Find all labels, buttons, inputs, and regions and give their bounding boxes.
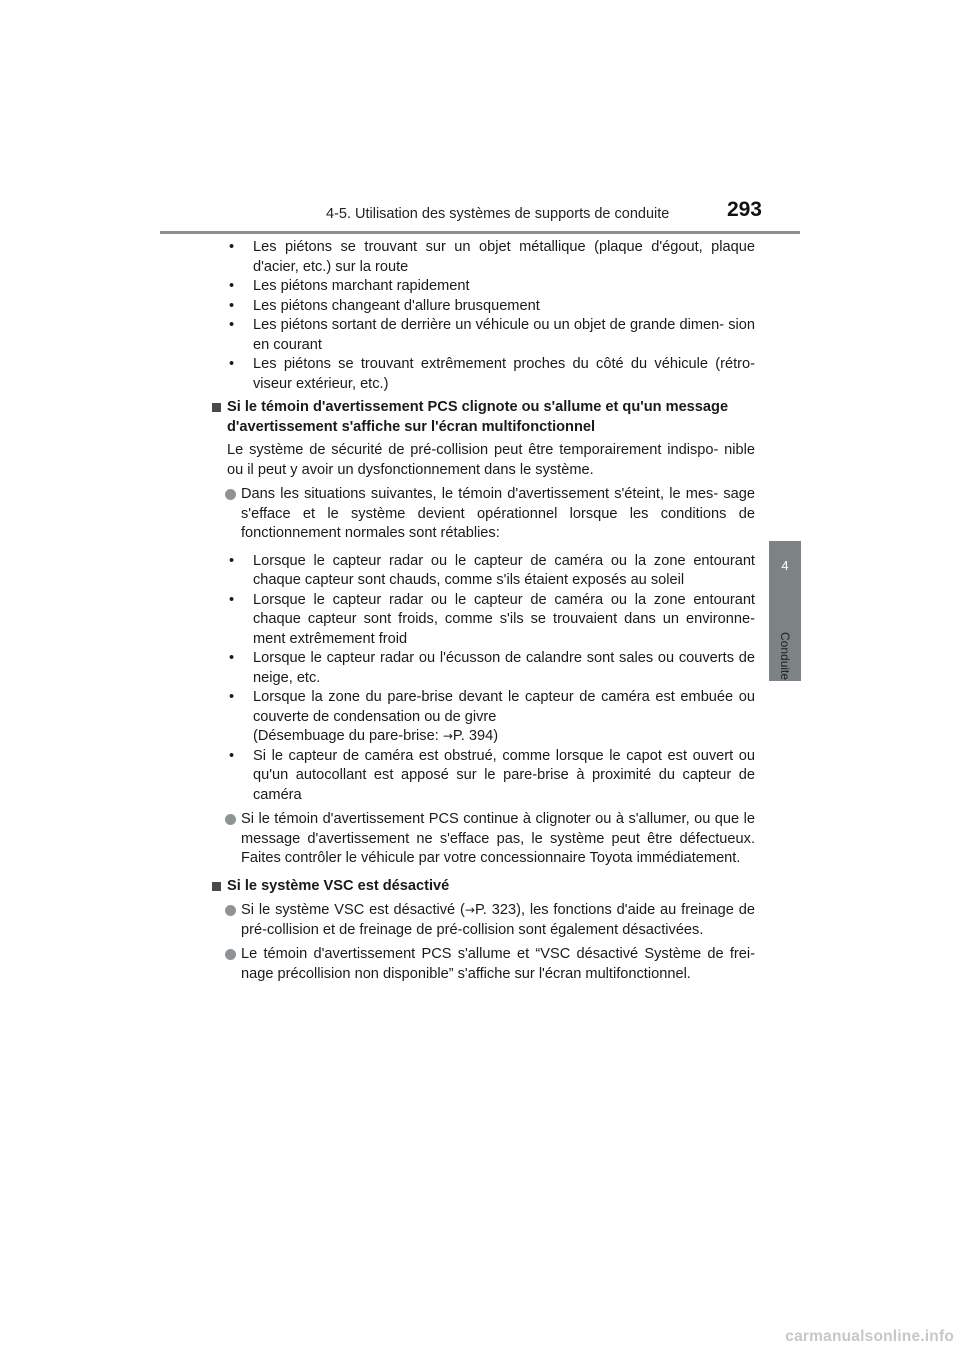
list-item [210,297,755,317]
section-heading-text: Si le témoin d'avertissement PCS clignote ou s'allume et qu'un message d'avertissement s'affiche sur l'écran multifonctionnel [227,399,729,435]
header-rule [160,231,800,234]
chapter-number: 4 [781,558,789,573]
list-item [210,277,755,297]
circle-point-text: Si le témoin d'avertissement PCS continue à clignoter ou à s'allumer, ou que le message d'avertissement ne s'efface pas, le système peut être défectueux. Faites contrôler le véhicule par votre concessionnaire Toyota immédiatement. [241,811,755,866]
list-item-text: Les piétons sortant de derrière un véhicule ou un objet de grande dimen- sion en courant [253,317,755,353]
arrow-right-icon: → [442,729,453,743]
bullet-icon: • [229,747,235,764]
list-item-text: Lorsque le capteur radar ou l'écusson de calandre sont sales ou couverts de neige, etc. [253,650,755,686]
bullet-icon: • [229,591,235,608]
bullet-icon: • [229,552,235,569]
page-content [210,238,755,984]
circle-point [210,901,755,940]
section-intro: Le système de sécurité de pré-collision peut être temporairement indispo- nible ou il peut y avoir un dysfonctionnement dans le système. [227,442,755,478]
list-item [210,552,755,591]
circle-bullet-icon [225,489,236,500]
chapter-label: Conduite [778,632,792,681]
list-item [210,591,755,650]
section-header-title: 4-5. Utilisation des systèmes de supports de conduite [326,206,670,222]
bullet-icon: • [229,317,235,333]
list-item-text: Les piétons changeant d'allure brusquement [253,297,540,314]
watermark: carmanualsonline.info [785,1328,954,1345]
page-number: 293 [726,198,762,221]
circle-point-text: Le témoin d'avertissement PCS s'allume et “VSC désactivé Système de frei- nage précollision non disponible” s'affiche sur l'écran multifonctionnel. [241,946,755,982]
bullet-icon: • [229,239,235,255]
square-bullet-icon [212,403,221,412]
list-item-text: Les piétons se trouvant sur un objet métallique (plaque d'égout, plaque d'acier, etc.) sur la route [253,239,755,275]
list-item-text: Les piétons marchant rapidement [253,278,470,294]
bullet-icon: • [229,689,235,705]
section-heading-pcs-warning [210,398,755,437]
circle-point [210,485,755,544]
reference-prefix: (Désembuage du pare-brise: [253,728,443,744]
list-item [210,355,755,394]
list-item [210,238,755,277]
list-item-text: Les piétons se trouvant extrêmement proches du côté du véhicule (rétro- viseur extérieur, etc.) [253,356,755,392]
circle-point-text: Dans les situations suivantes, le témoin d'avertissement s'éteint, le mes- sage s'efface et le système devient opérationnel lorsque les conditions de fonctionnement normales sont rétablies: [241,486,755,541]
list-item-text: Si le capteur de caméra est obstrué, comme lorsque le capot est ouvert ou qu'un autocollant est apposé sur le pare-brise à proximité du capteur de caméra [253,747,755,803]
circle-point [210,945,755,984]
circle-bullet-icon [225,905,236,916]
section-heading-vsc [210,877,755,897]
bullet-icon: • [229,297,235,314]
circle-point-text: ), les fonctions d'aide au freinage de pré-collision et de freinage de pré-collision sont également désactivées. [241,902,755,938]
list-item [210,688,755,747]
list-item-text: Lorsque la zone du pare-brise devant le capteur de caméra est embuée ou couverte de condensation ou de givre [253,689,755,725]
circle-bullet-icon [225,814,236,825]
list-item-text: Lorsque le capteur radar ou le capteur de caméra ou la zone entourant chaque capteur sont chauds, comme s'ils étaient exposés au soleil [253,552,755,588]
square-bullet-icon [212,882,221,891]
bullet-icon: • [229,356,235,372]
arrow-right-icon: → [464,903,475,917]
list-item-text: Lorsque le capteur radar ou le capteur de caméra ou la zone entourant chaque capteur sont froids, comme s'ils se trouvaient dans un environne- ment extrêmement froid [253,591,755,647]
circle-bullet-icon [225,949,236,960]
list-item [210,649,755,688]
page-reference-link[interactable]: P. 323 [474,902,517,918]
page-reference-link[interactable]: P. 394) [452,728,499,744]
circle-point [210,810,755,869]
bullet-icon: • [229,650,235,666]
circle-point-text: Si le système VSC est désactivé ( [241,902,465,918]
bullet-icon: • [229,278,235,294]
section-heading-text: Si le système VSC est désactivé [227,877,450,894]
list-item [210,316,755,355]
list-item [210,747,755,806]
